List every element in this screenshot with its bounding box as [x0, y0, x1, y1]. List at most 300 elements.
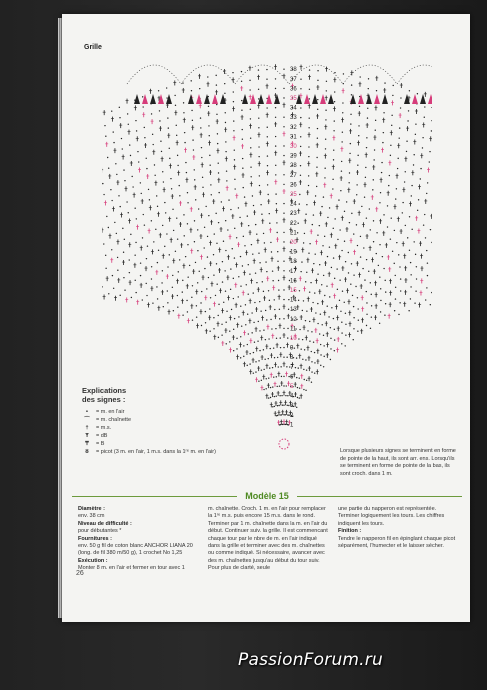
- chain-dot: [283, 88, 284, 89]
- chain-dot: [278, 366, 279, 367]
- chain-dot: [263, 349, 264, 350]
- chain-dot: [276, 396, 277, 397]
- chain-dot: [233, 278, 234, 279]
- chain-dot: [234, 179, 235, 180]
- chain-dot: [169, 148, 170, 149]
- chain-dot: [249, 273, 250, 274]
- treble-icon: ₸: [85, 441, 89, 447]
- row-number: 21: [290, 230, 297, 237]
- chain-dot: [336, 268, 337, 269]
- chain-dot: [182, 82, 183, 83]
- chain-dot: [329, 296, 330, 297]
- chain-dot: [274, 309, 275, 310]
- instructions-col-3: [338, 506, 458, 573]
- chain-dot: [305, 359, 306, 360]
- chain-dot: [388, 185, 389, 186]
- chain-dot: [326, 81, 327, 82]
- chain-dot: [324, 295, 325, 296]
- diameter-label: Diamètre :: [78, 506, 105, 512]
- chain-dot: [225, 141, 226, 142]
- chain-dot: [283, 385, 284, 386]
- chain-dot: [367, 108, 368, 109]
- chain-dot: [360, 236, 361, 237]
- row-number: 8: [290, 355, 294, 362]
- chain-dot: [271, 251, 272, 252]
- chain-dot: [325, 119, 326, 120]
- row-number: 6: [290, 374, 294, 381]
- chain-dot: [115, 163, 116, 164]
- chain-dot: [266, 78, 267, 79]
- model-title: Modèle 15: [245, 491, 289, 501]
- chain-dot: [213, 254, 214, 255]
- chain-dot: [264, 242, 265, 243]
- chain-dot: [272, 386, 273, 387]
- petal-mark: [204, 94, 210, 104]
- chain-dot: [169, 254, 170, 255]
- chain-dot: [201, 291, 202, 292]
- chain-dot: [218, 172, 219, 173]
- chain-dot: [321, 206, 322, 207]
- chain-dot: [390, 155, 391, 156]
- chain-dot: [370, 328, 371, 329]
- chain-dot: [393, 85, 394, 86]
- chain-dot: [356, 224, 357, 225]
- chain-dot: [167, 266, 168, 267]
- chain-dot: [253, 292, 254, 293]
- chain-dot: [409, 216, 410, 217]
- chain-dot: [255, 371, 256, 372]
- chain-dot: [151, 278, 152, 279]
- chain-dot: [132, 186, 133, 187]
- legend-label: = B: [96, 441, 105, 447]
- chain-dot: [141, 193, 142, 194]
- chain-dot: [274, 357, 275, 358]
- chain-dot: [392, 251, 393, 252]
- chain-dot: [400, 278, 401, 279]
- chain-dot: [323, 196, 324, 197]
- chain-dot: [146, 295, 147, 296]
- chain-dot: [405, 225, 406, 226]
- chain-dot: [225, 322, 226, 323]
- chain-dot: [225, 122, 226, 123]
- chain-dot: [275, 107, 276, 108]
- chain-dot: [310, 282, 311, 283]
- chain-dot: [191, 90, 192, 91]
- chain-dot: [349, 222, 350, 223]
- chain-dot: [300, 136, 301, 137]
- chain-dot: [357, 245, 358, 246]
- chain-dot: [238, 296, 239, 297]
- chain-dot: [129, 259, 130, 260]
- petal-mark: [412, 94, 418, 104]
- chain-dot: [306, 272, 307, 273]
- row-number: 32: [290, 124, 297, 131]
- chain-dot: [261, 380, 262, 381]
- chain-dot: [196, 316, 197, 317]
- chain-dot: [103, 194, 104, 195]
- chain-dot: [267, 165, 268, 166]
- chain-dot: [376, 253, 377, 254]
- chain-dot: [137, 151, 138, 152]
- chain-dot: [296, 357, 297, 358]
- chain-dot: [431, 292, 432, 293]
- chain-dot: [383, 268, 384, 269]
- chain-dot: [208, 215, 209, 216]
- chain-dot: [312, 224, 313, 225]
- chain-dot: [144, 127, 145, 128]
- chain-dot: [330, 338, 331, 339]
- chain-dot: [407, 237, 408, 238]
- chain-dot: [233, 101, 234, 102]
- chain-dot: [267, 184, 268, 185]
- chain-dot: [411, 195, 412, 196]
- chain-dot: [277, 261, 278, 262]
- chain-dot: [342, 132, 343, 133]
- chain-dot: [315, 312, 316, 313]
- chain-dot: [311, 351, 312, 352]
- chain-dot: [182, 315, 183, 316]
- chain-dot: [250, 147, 251, 148]
- chain-dot: [173, 230, 174, 231]
- chain-dot: [411, 229, 412, 230]
- chain-dot: [175, 251, 176, 252]
- chain-dot: [221, 324, 222, 325]
- chain-dot: [263, 329, 264, 330]
- chain-dot: [135, 120, 136, 121]
- chain-dot: [350, 284, 351, 285]
- chain-dot: [283, 261, 284, 262]
- row-number: 17: [290, 268, 297, 275]
- chain-dot: [340, 190, 341, 191]
- row-number: 15: [290, 288, 297, 294]
- chain-dot: [365, 177, 366, 178]
- materials-label: Fournitures :: [78, 535, 112, 542]
- chain-dot: [247, 365, 248, 366]
- chain-dot: [341, 343, 342, 344]
- chain-dot: [368, 271, 369, 272]
- chain-dot: [236, 338, 237, 339]
- chain-dot: [407, 120, 408, 121]
- chain-dot: [303, 389, 304, 390]
- chain-dot: [240, 357, 241, 358]
- row-number: 4: [290, 393, 294, 400]
- instructions: [78, 506, 458, 573]
- chain-dot: [309, 321, 310, 322]
- chain-dot: [402, 212, 403, 213]
- chain-dot: [105, 255, 106, 256]
- chain-dot: [416, 266, 417, 267]
- chain-dot: [305, 281, 306, 282]
- chain-dot: [270, 387, 271, 388]
- petal-mark: [250, 94, 256, 104]
- instructions-col-1: [78, 506, 198, 573]
- chain-dot: [264, 359, 265, 360]
- legend-label: = m. chaînette: [96, 417, 132, 423]
- chain-dot: [282, 424, 283, 425]
- chain-dot: [285, 414, 286, 415]
- chain-dot: [357, 297, 358, 298]
- chain-dot: [353, 233, 354, 234]
- chain-dot: [368, 78, 369, 79]
- chain-dot: [194, 179, 195, 180]
- chain-dot: [218, 163, 219, 164]
- chain-dot: [332, 179, 333, 180]
- chain-dot: [299, 377, 300, 378]
- chain-dot: [122, 148, 123, 149]
- chain-dot: [205, 206, 206, 207]
- chain-dot: [399, 127, 400, 128]
- chain-dot: [270, 319, 271, 320]
- chain-dot: [399, 302, 400, 303]
- chain-dot: [387, 226, 388, 227]
- petal-mark: [320, 94, 326, 104]
- chain-dot: [259, 175, 260, 176]
- chain-dot: [249, 89, 250, 90]
- chain-dot: [258, 98, 259, 99]
- legend-item-picot: [82, 448, 232, 456]
- chain-dot: [379, 202, 380, 203]
- chain-dot: [251, 312, 252, 313]
- chain-dot: [250, 109, 251, 110]
- chain-dot: [200, 127, 201, 128]
- chain-dot: [134, 208, 135, 209]
- chain-dot: [303, 242, 304, 243]
- chain-dot: [398, 314, 399, 315]
- chain-dot: [283, 203, 284, 204]
- chain-dot: [223, 302, 224, 303]
- chain-dot: [154, 175, 155, 176]
- chain-dot: [369, 208, 370, 209]
- chain-dot: [427, 275, 428, 276]
- chain-dot: [270, 348, 271, 349]
- chain-dot: [217, 143, 218, 144]
- execution-value: Monter 8 m. en l'air et fermer en tour avec 1: [78, 565, 185, 572]
- chain-dot: [323, 275, 324, 276]
- chain-dot: [311, 382, 312, 383]
- chain-dot: [205, 322, 206, 323]
- scallop-arc: [181, 65, 235, 84]
- chain-dot: [278, 289, 279, 290]
- difficulty-value: pour débutantes *: [78, 528, 122, 535]
- chain-dot: [156, 195, 157, 196]
- chain-dot: [390, 238, 391, 239]
- row-number: 31: [290, 134, 297, 141]
- chain-dot: [317, 80, 318, 81]
- chain-dot: [427, 182, 428, 183]
- chain-dot: [297, 387, 298, 388]
- chain-dot: [276, 232, 277, 233]
- chain-dot: [269, 367, 270, 368]
- model-header: [72, 490, 462, 502]
- chain-dot: [304, 233, 305, 234]
- chain-dot: [216, 114, 217, 115]
- chain-dot: [200, 302, 201, 303]
- scallop-arc: [235, 65, 289, 84]
- row-number: 16: [290, 278, 297, 285]
- chain-dot: [309, 117, 310, 118]
- chain-dot: [163, 306, 164, 307]
- chain-dot: [152, 134, 153, 135]
- chain-dot: [238, 207, 239, 208]
- chain-dot: [234, 257, 235, 258]
- chain-dot: [238, 316, 239, 317]
- chain-dot: [366, 291, 367, 292]
- chain-dot: [192, 139, 193, 140]
- chain-dot: [281, 414, 282, 415]
- chain-dot: [255, 224, 256, 225]
- chain-dot: [280, 366, 281, 367]
- chain-dot: [167, 117, 168, 118]
- chain-dot: [364, 279, 365, 280]
- chain-dot: [253, 352, 254, 353]
- chain-dot: [348, 252, 349, 253]
- chain-dot: [177, 295, 178, 296]
- chain-dot: [373, 159, 374, 160]
- chain-dot: [315, 253, 316, 254]
- chain-dot: [294, 347, 295, 348]
- chain-dot: [279, 414, 280, 415]
- chain-dot: [283, 117, 284, 118]
- chain-dot: [206, 288, 207, 289]
- chain-dot: [242, 139, 243, 140]
- row-number: 19: [290, 249, 297, 256]
- chain-dot: [119, 295, 120, 296]
- row-number: 12: [290, 316, 297, 323]
- chain-dot: [383, 214, 384, 215]
- chain-dot: [300, 271, 301, 272]
- chain-dot: [324, 236, 325, 237]
- chain-dot: [265, 388, 266, 389]
- chain-dot: [266, 378, 267, 379]
- chain-dot: [382, 142, 383, 143]
- chain-dot: [300, 165, 301, 166]
- slip-stitch-icon: ⌒: [84, 417, 90, 423]
- legend-item-half-treble: [82, 432, 232, 440]
- chain-dot: [112, 275, 113, 276]
- chain-dot: [395, 198, 396, 199]
- chain-dot: [385, 303, 386, 304]
- chain-dot: [259, 350, 260, 351]
- chain-dot: [114, 222, 115, 223]
- chain-dot: [167, 302, 168, 303]
- chain-dot: [192, 319, 193, 320]
- chain-dot: [249, 363, 250, 364]
- chain-dot: [269, 300, 270, 301]
- chain-dot: [314, 292, 315, 293]
- chain-dot: [392, 95, 393, 96]
- chain-dot: [384, 315, 385, 316]
- materials-value: env. 50 g fil de coton blanc ANCHOR LIANA 20 (long. de fil 380 m/50 g), 1 crochet No 1,25: [78, 543, 193, 557]
- chain-dot: [254, 302, 255, 303]
- chain-dot: [117, 270, 118, 271]
- chain-dot: [341, 161, 342, 162]
- chain-dot: [207, 76, 208, 77]
- chain-dot: [263, 291, 264, 292]
- chain-dot: [172, 275, 173, 276]
- chain-dot: [415, 290, 416, 291]
- watermark: PassionForum.ru: [238, 650, 383, 670]
- chain-dot: [227, 229, 228, 230]
- chain-dot: [381, 172, 382, 173]
- chain-dot: [334, 278, 335, 279]
- chain-dot: [300, 107, 301, 108]
- chain-dot: [358, 135, 359, 136]
- chain-dot: [408, 310, 409, 311]
- chain-dot: [332, 188, 333, 189]
- petal-mark: [134, 94, 140, 104]
- chain-dot: [340, 311, 341, 312]
- chain-dot: [168, 127, 169, 128]
- chain-dot: [309, 69, 310, 70]
- chain-dot: [245, 304, 246, 305]
- chain-dot: [246, 284, 247, 285]
- chain-dot: [248, 225, 249, 226]
- scallop-arc: [127, 65, 181, 84]
- chain-dot: [317, 234, 318, 235]
- row-number: 30: [290, 144, 297, 150]
- chain-dot: [186, 300, 187, 301]
- chain-dot: [275, 145, 276, 146]
- chain-dot: [313, 214, 314, 215]
- chain-dot: [163, 181, 164, 182]
- row-number: 7: [290, 364, 294, 371]
- chain-dot: [395, 275, 396, 276]
- chain-dot: [283, 405, 284, 406]
- chain-dot: [373, 220, 374, 221]
- chain-dot: [342, 291, 343, 292]
- chain-dot: [152, 302, 153, 303]
- chain-dot: [229, 341, 230, 342]
- chain-dot: [287, 414, 288, 415]
- chain-dot: [258, 156, 259, 157]
- chain-dot: [208, 106, 209, 107]
- chain-dot: [321, 284, 322, 285]
- chain-dot: [172, 287, 173, 288]
- chain-dot: [249, 80, 250, 81]
- chain-dot: [309, 341, 310, 342]
- chain-dot: [216, 104, 217, 105]
- chain-dot: [124, 180, 125, 181]
- chain-dot: [380, 300, 381, 301]
- chain-dot: [211, 194, 212, 195]
- chain-dot: [283, 289, 284, 290]
- legend-item-single: [82, 424, 232, 432]
- chain-dot: [123, 277, 124, 278]
- chain-dot: [349, 153, 350, 154]
- scallop-arc: [397, 65, 432, 84]
- chain-dot: [311, 361, 312, 362]
- chain-dot: [238, 276, 239, 277]
- chain-dot: [194, 220, 195, 221]
- chain-dot: [309, 243, 310, 244]
- chain-dot: [241, 71, 242, 72]
- chain-dot: [108, 227, 109, 228]
- chain-dot: [298, 338, 299, 339]
- chain-dot: [299, 397, 300, 398]
- chain-dot: [424, 106, 425, 107]
- chain-dot: [300, 348, 301, 349]
- chain-dot: [273, 376, 274, 377]
- half-treble-icon: Ŧ: [85, 433, 89, 439]
- chain-dot: [128, 124, 129, 125]
- chain-dot: [146, 158, 147, 159]
- chain-dot: [276, 376, 277, 377]
- page-number: 26: [76, 570, 84, 577]
- chain-dot: [376, 90, 377, 91]
- chain-dot: [260, 204, 261, 205]
- chain-dot: [216, 284, 217, 285]
- chain-dot: [144, 137, 145, 138]
